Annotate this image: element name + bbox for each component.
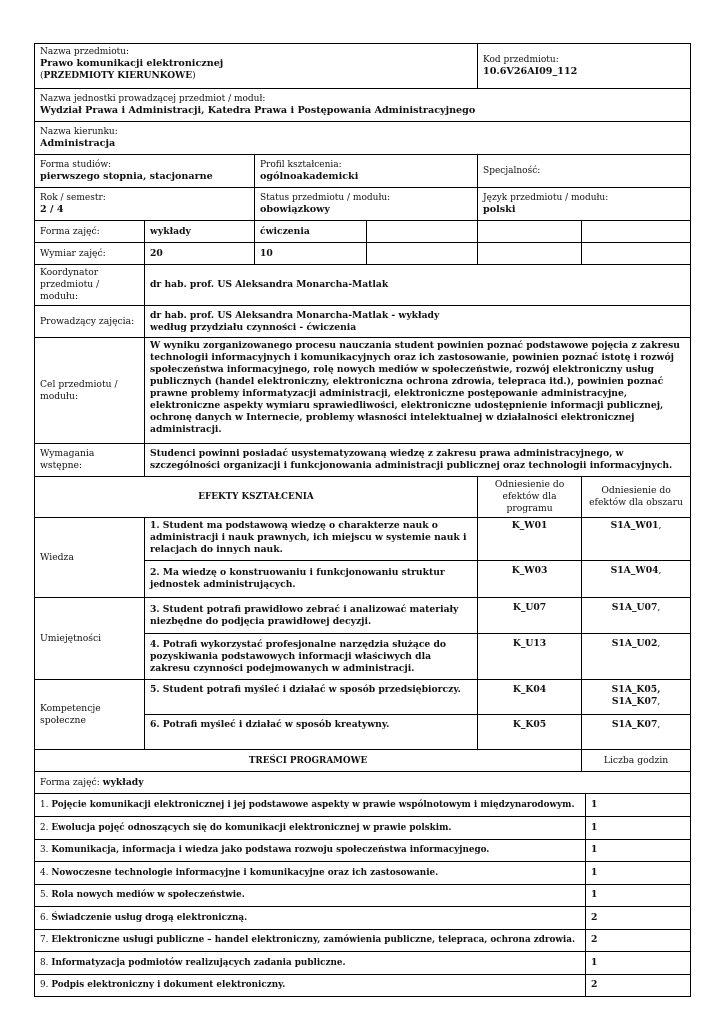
coordinator-label: Koordynator przedmiotu / modułu: <box>35 265 145 306</box>
year-cell <box>35 188 255 221</box>
effect-text: 5. Student potrafi myśleć i działać w sposób przedsiębiorczy. <box>145 680 478 715</box>
topic-text: 1. Pojęcie komunikacji elektronicznej i jej podstawowe aspekty w prawie wspólnotowym i międzynarodowym. <box>35 794 586 817</box>
subject-name: Prawo komunikacji elektronicznej <box>40 58 224 69</box>
study-form-cell <box>35 155 255 188</box>
effects-col-program: Odniesienie do efektów dla programu <box>478 477 582 518</box>
subject-cell <box>35 44 478 89</box>
topic-hours: 1 <box>586 794 691 817</box>
topic-text: 9. Podpis elektroniczny i dokument elektroniczny. <box>35 974 586 997</box>
empty-cell <box>582 221 691 243</box>
effect-program-ref: K_K05 <box>478 715 582 750</box>
topic-text: 3. Komunikacja, informacja i wiedza jako podstawa rozwoju społeczeństwa informacyjnego. <box>35 839 586 862</box>
content-heading: TREŚCI PROGRAMOWE <box>35 750 582 772</box>
language-label: Język przedmiotu / modułu: <box>483 193 609 203</box>
class-hours-lecture: 20 <box>145 243 255 265</box>
teachers-line-2: według przydziału czynności - ćwiczenia <box>150 321 357 333</box>
empty-cell <box>582 243 691 265</box>
topic-text: 4. Nowoczesne technologie informacyjne i komunikacyjne oraz ich zastosowanie. <box>35 862 586 885</box>
topic-row <box>35 794 691 817</box>
topic-row <box>35 974 691 997</box>
class-hours-label: Wymiar zajęć: <box>35 243 145 265</box>
hours-heading: Liczba godzin <box>582 750 691 772</box>
class-hours-row <box>35 243 691 265</box>
content-form: Forma zajęć: wykłady <box>35 772 691 794</box>
topic-row <box>35 884 691 907</box>
field-row <box>35 122 691 155</box>
unit-cell <box>35 89 691 122</box>
empty-cell <box>478 243 582 265</box>
study-form-row <box>35 155 691 188</box>
content-header-row <box>35 750 691 772</box>
effect-area-ref: S1A_W04, <box>582 561 691 598</box>
goal-text: W wyniku zorganizowanego procesu nauczania student powinien poznać podstawowe pojęcia z zakresu technologii informacyjnych i komunikacyjnych oraz ich zastosowanie, powinien poznać istotę i rozwój społeczeństwa informacyjnego, rolę nowych mediów w społeczeństwie, rozwój elektroniczny usług publicznych (handel elektroniczny, elektroniczna ochrona zdrowia, telepraca itd.), powinien poznać prawne problemy informatyzacji administracji, elektroniczne postępowanie administracyjne, elektroniczne aspekty wymiaru sprawiedliwości, elektroniczne udostępnienie informacji publicznej, ochronę danych w Internecie, problemy własności intelektualnej w działalności elektronicznej administracji. <box>145 338 691 444</box>
empty-cell <box>478 221 582 243</box>
effect-area-ref: S1A_U02, <box>582 634 691 680</box>
effects-heading: EFEKTY KSZTAŁCENIA <box>35 477 478 518</box>
effects-col-area: Odniesienie do efektów dla obszaru <box>582 477 691 518</box>
prereq-label: Wymagania wstępne: <box>35 444 145 477</box>
class-hours-exercises: 10 <box>255 243 367 265</box>
topics-table <box>34 794 691 997</box>
year-row <box>35 188 691 221</box>
effect-program-ref: K_U13 <box>478 634 582 680</box>
prereq-row <box>35 444 691 477</box>
topic-row <box>35 929 691 952</box>
effect-text: 1. Student ma podstawową wiedzę o charakterze nauk o administracji i nauk prawnych, ich miejscu w systemie nauk i relacjach do innych nauk. <box>145 518 478 561</box>
effect-text: 6. Potrafi myśleć i działać w sposób kreatywny. <box>145 715 478 750</box>
prereq-text: Studenci powinni posiadać usystematyzowaną wiedzę z zakresu prawa administracyjnego, w szczególności organizacji i funkcjonowania administracji publicznej oraz technologii informacyjnych. <box>145 444 691 477</box>
specialty-label: Specjalność: <box>483 166 541 176</box>
unit-row <box>35 89 691 122</box>
goal-label: Cel przedmiotu / modułu: <box>35 338 145 444</box>
study-form-value: pierwszego stopnia, stacjonarne <box>40 171 213 182</box>
effect-area-ref: S1A_W01, <box>582 518 691 561</box>
code-label: Kod przedmiotu: <box>483 55 559 65</box>
effect-row <box>35 680 691 715</box>
topic-text: 6. Świadczenie usług drogą elektroniczną. <box>35 907 586 930</box>
topic-hours: 2 <box>586 907 691 930</box>
subject-label: Nazwa przedmiotu: <box>40 47 130 57</box>
effect-program-ref: K_K04 <box>478 680 582 715</box>
topic-row <box>35 817 691 840</box>
topic-hours: 1 <box>586 952 691 975</box>
topic-row <box>35 839 691 862</box>
status-value: obowiązkowy <box>260 204 330 215</box>
profile-label: Profil kształcenia: <box>260 160 342 170</box>
code-value: 10.6V26AI09_112 <box>483 66 578 77</box>
language-value: polski <box>483 204 516 215</box>
syllabus-page <box>34 43 690 997</box>
teachers-row <box>35 306 691 338</box>
topic-text: 5. Rola nowych mediów w społeczeństwie. <box>35 884 586 907</box>
effect-group-knowledge: Wiedza <box>35 518 145 598</box>
status-cell <box>255 188 478 221</box>
effect-text: 4. Potrafi wykorzystać profesjonalne narzędzia służące do pozyskiwania podstawowych informacji właściwych dla zakresu czynności podejmowanych w administracji. <box>145 634 478 680</box>
effect-area-ref: S1A_K07, <box>582 715 691 750</box>
class-form-row <box>35 221 691 243</box>
topic-text: 7. Elektroniczne usługi publiczne – handel elektroniczny, zamówienia publiczne, telepraca, ochrona zdrowia. <box>35 929 586 952</box>
topic-hours: 1 <box>586 839 691 862</box>
effect-area-ref: S1A_U07, <box>582 598 691 634</box>
unit-value: Wydział Prawa i Administracji, Katedra Prawa i Postępowania Administracyjnego <box>40 105 476 116</box>
topic-row <box>35 862 691 885</box>
class-form-label: Forma zajęć: <box>35 221 145 243</box>
topic-hours: 1 <box>586 884 691 907</box>
specialty-cell <box>478 155 691 188</box>
unit-label: Nazwa jednostki prowadzącej przedmiot / moduł: <box>40 94 266 104</box>
study-form-label: Forma studiów: <box>40 160 112 170</box>
effect-area-ref: S1A_K05, S1A_K07, <box>582 680 691 715</box>
topic-hours: 2 <box>586 929 691 952</box>
profile-cell <box>255 155 478 188</box>
empty-cell <box>367 221 478 243</box>
subject-group: (PRZEDMIOTY KIERUNKOWE) <box>40 71 196 81</box>
topic-hours: 2 <box>586 974 691 997</box>
teachers-label: Prowadzący zajęcia: <box>35 306 145 338</box>
effect-text: 2. Ma wiedzę o konstruowaniu i funkcjonowaniu struktur jednostek administrujących. <box>145 561 478 598</box>
teachers-value <box>145 306 691 338</box>
year-label: Rok / semestr: <box>40 193 106 203</box>
class-type-lecture: wykłady <box>145 221 255 243</box>
effect-program-ref: K_U07 <box>478 598 582 634</box>
class-type-exercises: ćwiczenia <box>255 221 367 243</box>
topic-row <box>35 952 691 975</box>
syllabus-table <box>34 43 691 794</box>
effect-group-social: Kompetencje społeczne <box>35 680 145 750</box>
topic-text: 8. Informatyzacja podmiotów realizujących zadania publiczne. <box>35 952 586 975</box>
empty-cell <box>367 243 478 265</box>
goal-row <box>35 338 691 444</box>
topic-hours: 1 <box>586 862 691 885</box>
topic-text: 2. Ewolucja pojęć odnoszących się do komunikacji elektronicznej w prawie polskim. <box>35 817 586 840</box>
status-label: Status przedmiotu / modułu: <box>260 193 391 203</box>
teachers-line-1: dr hab. prof. US Aleksandra Monarcha-Matlak - wykłady <box>150 309 440 321</box>
topic-row <box>35 907 691 930</box>
language-cell <box>478 188 691 221</box>
field-label: Nazwa kierunku: <box>40 127 118 137</box>
effects-header-row <box>35 477 691 518</box>
code-cell <box>478 44 691 89</box>
coordinator-row <box>35 265 691 306</box>
effect-row <box>35 518 691 561</box>
profile-value: ogólnoakademicki <box>260 171 359 182</box>
header-row <box>35 44 691 89</box>
effect-text: 3. Student potrafi prawidłowo zebrać i analizować materiały niezbędne do podjęcia prawidłowej decyzji. <box>145 598 478 634</box>
content-form-row <box>35 772 691 794</box>
effect-row <box>35 598 691 634</box>
effect-program-ref: K_W01 <box>478 518 582 561</box>
coordinator-value: dr hab. prof. US Aleksandra Monarcha-Matlak <box>145 265 691 306</box>
effect-program-ref: K_W03 <box>478 561 582 598</box>
topic-hours: 1 <box>586 817 691 840</box>
year-value: 2 / 4 <box>40 204 64 215</box>
field-value: Administracja <box>40 138 116 149</box>
field-cell <box>35 122 691 155</box>
effect-group-skills: Umiejętności <box>35 598 145 680</box>
